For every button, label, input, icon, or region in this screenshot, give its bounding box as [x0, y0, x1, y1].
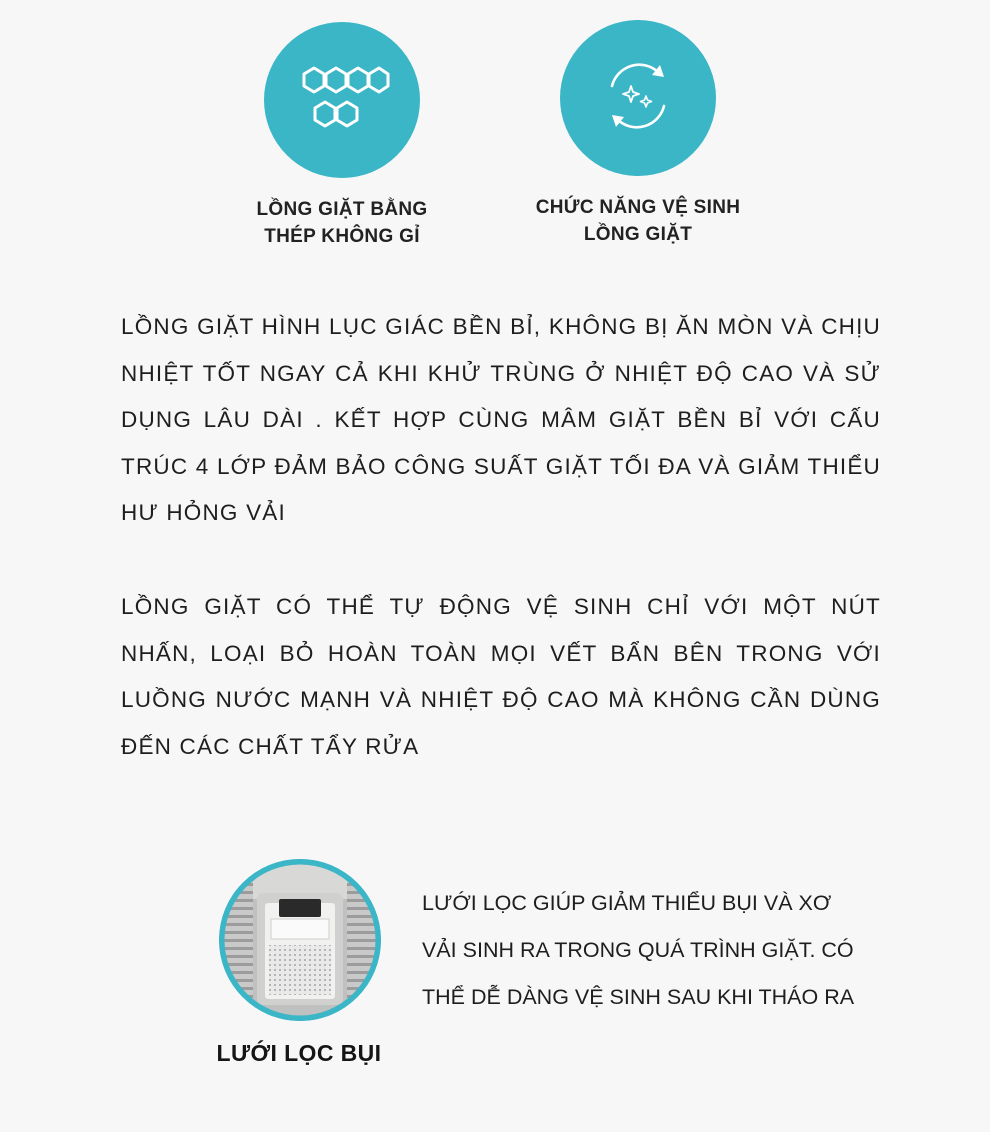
feature-icon-circle — [264, 22, 420, 178]
feature-label-line: THÉP KHÔNG GỈ — [264, 226, 420, 247]
feature-drum-cleaning — [528, 20, 748, 248]
dust-filter-caption: LƯỚI LỌC BỤI — [216, 1040, 382, 1066]
rotate-sparkle-icon — [598, 56, 678, 141]
dust-filter-photo — [219, 859, 381, 1021]
dust-filter-description-line: THỂ DỄ DÀNG VỆ SINH SAU KHI THÁO RA — [422, 985, 855, 1009]
dust-filter-description-line: LƯỚI LỌC GIÚP GIẢM THIỂU BỤI VÀ XƠ — [422, 891, 832, 915]
feature-label — [234, 196, 450, 250]
drum-description: LỒNG GIẶT HÌNH LỤC GIÁC BỀN BỈ, KHÔNG BỊ ĂN MÒN VÀ CHỊU NHIỆT TỐT NGAY CẢ KHI KHỬ TRÙNG Ở NHIỆT ĐỘ CAO VÀ SỬ DỤNG LÂU DÀI . KẾT HỢP CÙNG MÂM GIẶT BỀN BỈ VỚI CẤU TRÚC 4 LỚP ĐẢM BẢO CÔNG SUẤT GIẶT TỐI ĐA VÀ GIẢM THIỂU HƯ HỎNG VẢI — [121, 314, 881, 525]
feature-label-line: LỒNG GIẶT BẰNG — [256, 199, 428, 220]
dust-filter-description — [422, 880, 890, 1021]
hexagon-cells-icon — [294, 66, 390, 135]
dust-filter-description-line: VẢI SINH RA TRONG QUÁ TRÌNH GIẶT. CÓ — [422, 938, 854, 962]
feature-label-line: LỒNG GIẶT — [583, 224, 693, 245]
feature-label-line: CHỨC NĂNG VỆ SINH — [535, 197, 741, 218]
feature-icon-circle — [560, 20, 716, 176]
cleaning-description: LỒNG GIẶT CÓ THỂ TỰ ĐỘNG VỆ SINH CHỈ VỚI MỘT NÚT NHẤN, LOẠI BỎ HOÀN TOÀN MỌI VẾT BẨN BÊN TRONG VỚI LUỒNG NƯỚC MẠNH VÀ NHIỆT ĐỘ CAO MÀ KHÔNG CẦN DÙNG ĐẾN CÁC CHẤT TẨY RỬA — [121, 594, 881, 759]
feature-stainless-drum — [234, 22, 450, 250]
feature-label — [528, 194, 748, 248]
